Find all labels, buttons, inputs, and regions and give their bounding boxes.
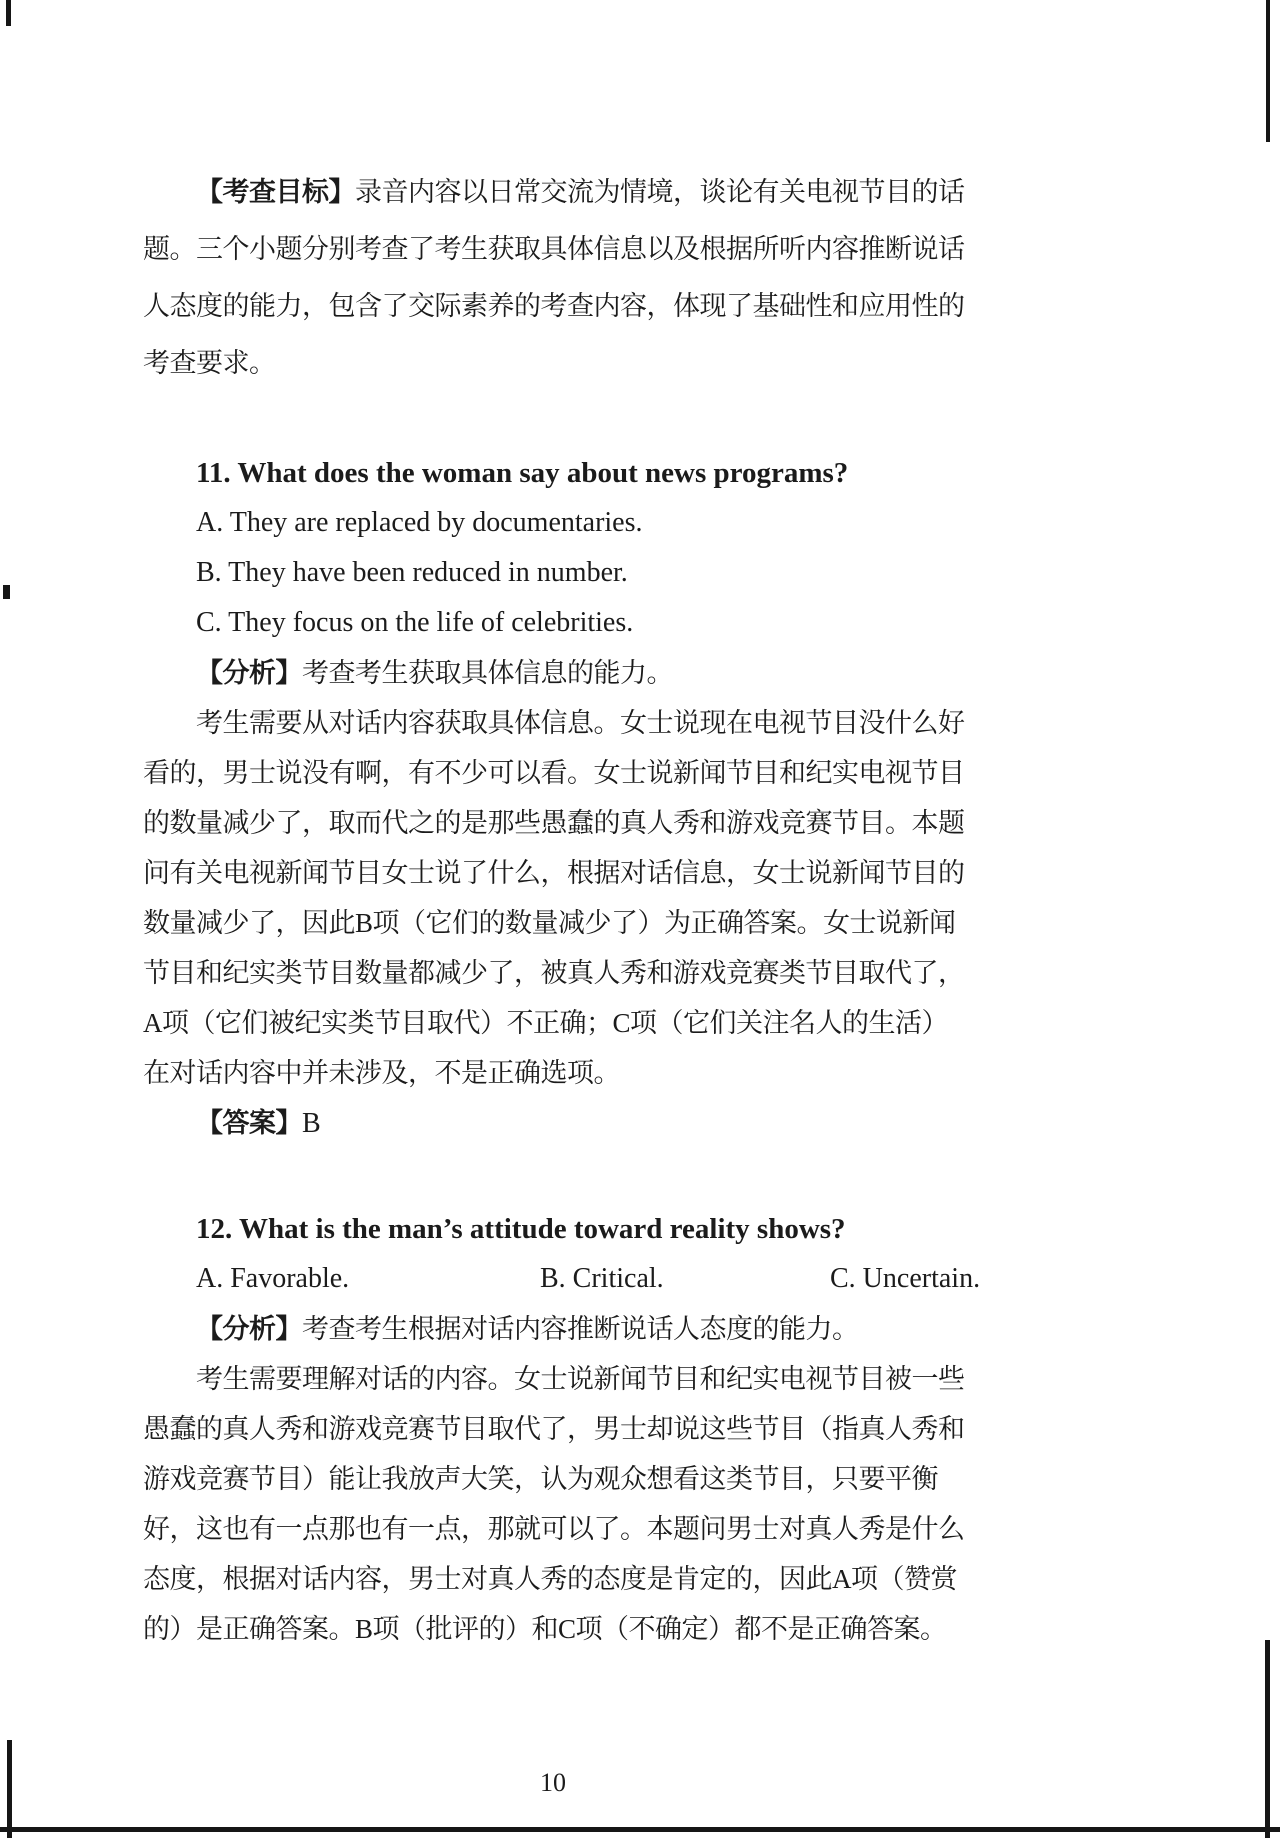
question-11-answer-line [143, 1098, 963, 1149]
analysis-intro-text: 考查考生获取具体信息的能力。 [302, 658, 673, 688]
question-11-option-a: A. They are replaced by documentaries. [196, 507, 643, 538]
question-11-option-b: B. They have been reduced in number. [196, 557, 628, 588]
question-12-analysis-line: 好，这也有一点那也有一点，那就可以了。本题问男士对真人秀是什么 [143, 1514, 965, 1544]
exam-objective-label: 【考查目标】 [196, 177, 355, 207]
analysis-intro-text: 考查考生根据对话内容推断说话人态度的能力。 [302, 1314, 859, 1344]
question-11-option-c: C. They focus on the life of celebrities. [196, 607, 634, 638]
scan-artifact-middle-left [3, 585, 10, 599]
scan-artifact-top-right [1266, 0, 1270, 142]
question-12-options-row [143, 1254, 981, 1304]
exam-objective-line [143, 164, 963, 221]
question-11-analysis-line: 考生需要从对话内容获取具体信息。女士说现在电视节目没什么好 [196, 708, 965, 738]
question-12-analysis-heading [143, 1304, 963, 1354]
exam-objective-line: 题。三个小题分别考查了考生获取具体信息以及根据所听内容推断说话 [143, 234, 965, 264]
question-11-analysis-line: 问有关电视新闻节目女士说了什么，根据对话信息，女士说新闻节目的 [143, 858, 965, 888]
question-11-analysis-line: 数量减少了，因此B项（它们的数量减少了）为正确答案。女士说新闻 [143, 908, 956, 938]
analysis-label: 【分析】 [196, 658, 302, 688]
question-12-title: 12. What is the man’s attitude toward reality shows? [196, 1213, 846, 1245]
question-11-analysis-line: 在对话内容中并未涉及，不是正确选项。 [143, 1058, 620, 1088]
page-number: 10 [540, 1768, 566, 1797]
scan-artifact-bottom-edge [0, 1827, 1280, 1832]
question-11-analysis-line: A项（它们被纪实类节目取代）不正确；C项（它们关注名人的生活） [143, 1008, 949, 1038]
question-11-analysis-line: 节目和纪实类节目数量都减少了，被真人秀和游戏竞赛类节目取代了， [143, 958, 965, 988]
question-12-option-a: A. Favorable. [196, 1263, 350, 1294]
exam-objective-line: 考查要求。 [143, 348, 276, 378]
scan-artifact-bottom-right [1265, 1640, 1270, 1838]
answer-label: 【答案】 [196, 1108, 302, 1138]
question-11-block [143, 448, 963, 1149]
analysis-label: 【分析】 [196, 1314, 302, 1344]
question-12-analysis-line: 游戏竞赛节目）能让我放声大笑，认为观众想看这类节目，只要平衡 [143, 1464, 938, 1494]
scan-artifact-top-left [6, 0, 11, 26]
question-12-option-b: B. Critical. [540, 1263, 664, 1294]
question-12-analysis-line: 考生需要理解对话的内容。女士说新闻节目和纪实电视节目被一些 [196, 1364, 965, 1394]
question-11-analysis-line: 的数量减少了，取而代之的是那些愚蠢的真人秀和游戏竞赛节目。本题 [143, 808, 965, 838]
question-11-title: 11. What does the woman say about news programs? [196, 457, 849, 489]
question-12-option-c: C. Uncertain. [830, 1263, 981, 1294]
scan-artifact-bottom-left [7, 1740, 12, 1838]
question-12-block [143, 1204, 981, 1654]
question-11-analysis-heading [143, 648, 963, 698]
exam-objective-paragraph [143, 164, 963, 392]
question-12-analysis-line: 的）是正确答案。B项（批评的）和C项（不确定）都不是正确答案。 [143, 1614, 947, 1644]
question-11-analysis-line: 看的，男士说没有啊，有不少可以看。女士说新闻节目和纪实电视节目 [143, 758, 965, 788]
question-12-analysis-line: 愚蠢的真人秀和游戏竞赛节目取代了，男士却说这些节目（指真人秀和 [143, 1414, 965, 1444]
exam-objective-line: 人态度的能力，包含了交际素养的考查内容，体现了基础性和应用性的 [143, 291, 965, 321]
exam-objective-text: 录音内容以日常交流为情境，谈论有关电视节目的话 [355, 177, 965, 207]
question-12-analysis-line: 态度，根据对话内容，男士对真人秀的态度是肯定的，因此A项（赞赏 [143, 1564, 957, 1594]
answer-value: B [302, 1108, 321, 1139]
